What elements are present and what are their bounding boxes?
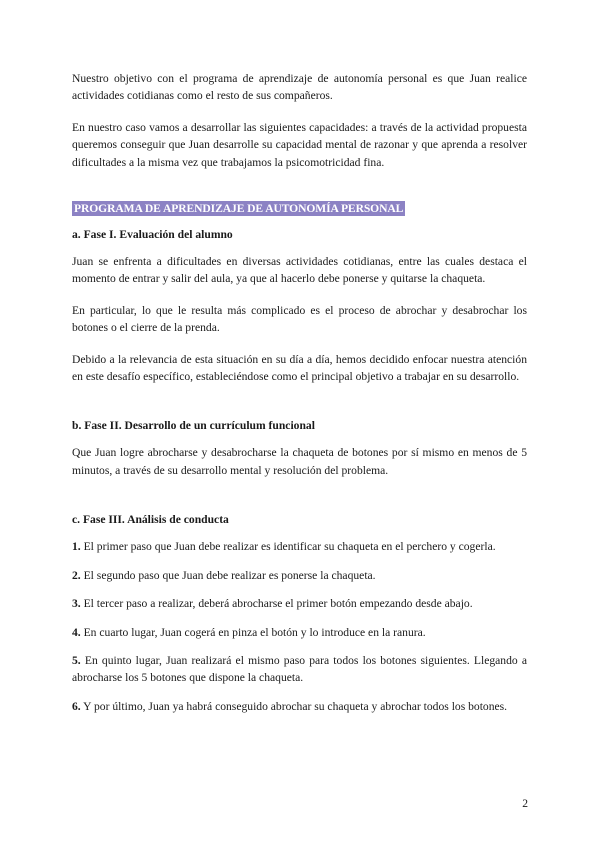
step-item (72, 595, 527, 612)
step-text: El segundo paso que Juan debe realizar es ponerse la chaqueta. (80, 568, 376, 582)
step-item (72, 624, 527, 641)
step-number: 4. (72, 625, 81, 639)
step-text: Y por último, Juan ya habrá conseguido abrochar su chaqueta y abrochar todos los botones. (80, 699, 508, 713)
step-number: 6. (72, 699, 81, 713)
document-page (72, 70, 527, 726)
step-text: En cuarto lugar, Juan cogerá en pinza el botón y lo introduce en la ranura. (80, 625, 426, 639)
phase1-title: a. Fase I. Evaluación del alumno (72, 228, 233, 242)
phase2-paragraph-1: Que Juan logre abrocharse y desabrocharse la chaqueta de botones por sí mismo en menos de 5 minutos, a través de su desarrollo mental y resolución del problema. (72, 446, 527, 477)
phase1-paragraph-1: Juan se enfrenta a dificultades en diversas actividades cotidianas, entre las cuales destaca el momento de entrar y salir del aula, ya que al hacerlo debe ponerse y quitarse la chaqueta. (72, 255, 527, 286)
intro-paragraph-1: Nuestro objetivo con el programa de aprendizaje de autonomía personal es que Juan realice actividades cotidianas como el resto de sus compañeros. (72, 72, 527, 103)
step-item (72, 567, 527, 584)
step-text: En quinto lugar, Juan realizará el mismo paso para todos los botones siguientes. Llegando a abrocharse los 5 botones que dispone la chaqueta. (72, 653, 527, 685)
step-number: 5. (72, 653, 81, 667)
step-number: 1. (72, 540, 81, 554)
step-number: 2. (72, 568, 81, 582)
page-number: 2 (522, 797, 528, 810)
step-text: El primer paso que Juan debe realizar es identificar su chaqueta en el perchero y cogerla. (80, 540, 496, 554)
step-text: El tercer paso a realizar, deberá abrocharse el primer botón empezando desde abajo. (80, 597, 473, 611)
phase1-paragraph-2: En particular, lo que le resulta más complicado es el proceso de abrochar y desabrochar los botones o el cierre de la prenda. (72, 303, 527, 335)
intro-paragraph-2: En nuestro caso vamos a desarrollar las siguientes capacidades: a través de la actividad propuesta queremos conseguir que Juan desarrolle su capacidad mental de razonar y que aprenda a resolver dificultades a la misma vez que trabajamos la psicomotricidad fina. (72, 120, 527, 169)
step-number: 3. (72, 597, 81, 611)
phase2-title: b. Fase II. Desarrollo de un currículum funcional (72, 419, 315, 433)
phase1-paragraph-3: Debido a la relevancia de esta situación en su día a día, hemos decidido enfocar nuestra atención en este desafío específico, estableciéndose como el principal objetivo a trabajar en su desarrollo. (72, 352, 527, 384)
step-item (72, 698, 527, 715)
program-heading: PROGRAMA DE APRENDIZAJE DE AUTONOMÍA PERSONAL (74, 202, 404, 216)
phase3-title: c. Fase III. Análisis de conducta (72, 513, 229, 527)
step-item (72, 538, 527, 555)
step-item (72, 652, 527, 687)
